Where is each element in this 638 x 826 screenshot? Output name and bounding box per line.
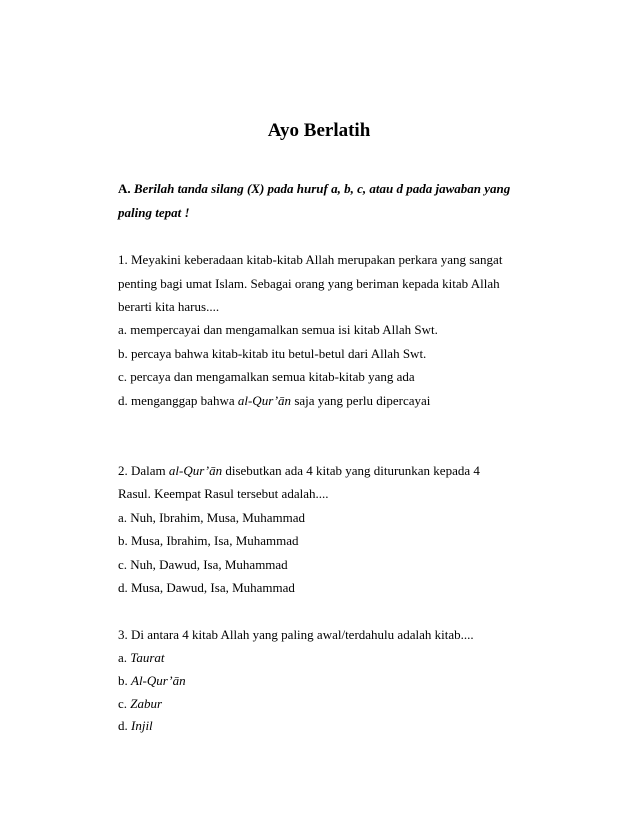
instruction-text-1: Berilah tanda silang (X) pada huruf a, b, c, atau d pada jawaban yang [133, 181, 511, 196]
q2-option-a: a. Nuh, Ibrahim, Musa, Muhammad [118, 510, 306, 525]
q3-option-a-text: Taurat [130, 650, 165, 665]
q1-option-d-post: saja yang perlu dipercayai [291, 393, 431, 408]
q2-line-2: Rasul. Keempat Rasul tersebut adalah.... [118, 486, 329, 501]
q3-option-a-prefix: a. [118, 650, 131, 665]
instruction-line-1 [118, 181, 510, 197]
q1-option-c: c. percaya dan mengamalkan semua kitab-kitab yang ada [118, 369, 415, 384]
q3-option-c-text: Zabur [130, 696, 163, 711]
q3-option-b-text: Al-Qur’ān [131, 673, 186, 688]
q3-option-a [118, 650, 165, 666]
q3-option-b [118, 673, 186, 689]
q1-line-2: penting bagi umat Islam. Sebagai orang yang beriman kepada kitab Allah [118, 276, 500, 291]
q3-option-c-prefix: c. [118, 696, 131, 711]
q1-option-b: b. percaya bahwa kitab-kitab itu betul-betul dari Allah Swt. [118, 346, 427, 361]
q2-line-1-italic: al-Qur’ān [168, 463, 223, 478]
q3-option-b-prefix: b. [118, 673, 131, 688]
q3-line-1: 3. Di antara 4 kitab Allah yang paling awal/terdahulu adalah kitab.... [118, 627, 474, 642]
instruction-line-2: paling tepat ! [118, 205, 190, 220]
q3-option-c [118, 696, 162, 712]
page-title: Ayo Berlatih [267, 120, 371, 141]
q1-option-d [118, 393, 430, 409]
q1-option-a: a. mempercayai dan mengamalkan semua isi kitab Allah Swt. [118, 322, 438, 337]
q3-option-d [118, 718, 153, 734]
q1-line-3: berarti kita harus.... [118, 299, 220, 314]
q1-option-d-italic: al-Qur’ān [237, 393, 292, 408]
q1-option-d-pre: d. menganggap bahwa [118, 393, 238, 408]
q2-line-1-pre: 2. Dalam [118, 463, 169, 478]
q2-option-c: c. Nuh, Dawud, Isa, Muhammad [118, 557, 288, 572]
instruction-prefix: A. [118, 181, 131, 196]
q2-option-b: b. Musa, Ibrahim, Isa, Muhammad [118, 533, 299, 548]
q3-option-d-text: Injil [131, 718, 153, 733]
q1-line-1: 1. Meyakini keberadaan kitab-kitab Allah merupakan perkara yang sangat [118, 252, 503, 267]
q3-option-d-prefix: d. [118, 718, 131, 733]
q2-option-d: d. Musa, Dawud, Isa, Muhammad [118, 580, 295, 595]
q2-line-1 [118, 463, 480, 479]
q2-line-1-post: disebutkan ada 4 kitab yang diturunkan kepada 4 [222, 463, 480, 478]
